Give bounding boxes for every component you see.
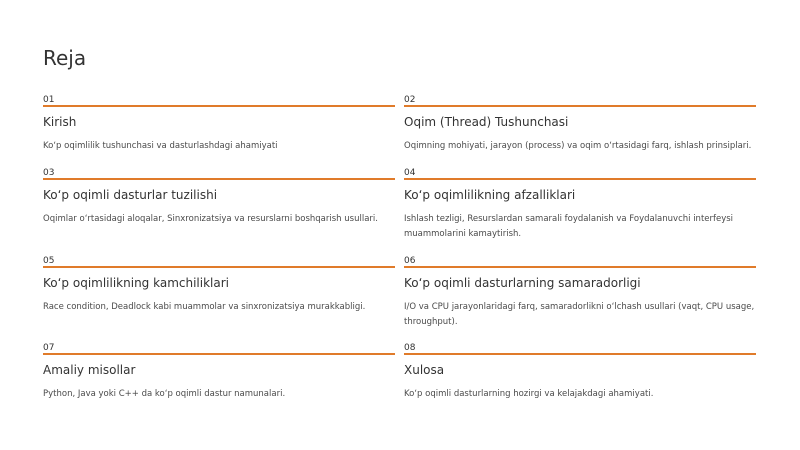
item-heading: Kirish bbox=[43, 115, 77, 129]
item-number: 06 bbox=[404, 256, 416, 266]
item-description: Ishlash tezligi, Resurslardan samarali foydalanish va Foydalanuvchi interfeysi muammolarini kamaytirish. bbox=[404, 214, 734, 239]
item-number: 05 bbox=[43, 256, 55, 266]
item-divider bbox=[404, 178, 756, 180]
item-description: Oqimlar o‘rtasidagi aloqalar, Sinxronizatsiya va resurslarni boshqarish usullari. bbox=[43, 214, 378, 224]
page-title: Reja bbox=[43, 46, 87, 70]
item-divider bbox=[43, 178, 395, 180]
agenda-item-08 bbox=[404, 343, 756, 402]
item-divider bbox=[43, 266, 395, 268]
item-heading: Ko‘p oqimlilikning afzalliklari bbox=[404, 188, 576, 202]
agenda-item-01 bbox=[43, 95, 395, 154]
item-description: Race condition, Deadlock kabi muammolar va sinxronizatsiya murakkabligi. bbox=[43, 302, 366, 312]
item-number: 01 bbox=[43, 95, 55, 105]
item-number: 02 bbox=[404, 95, 416, 105]
item-heading: Amaliy misollar bbox=[43, 363, 136, 377]
agenda-item-05 bbox=[43, 256, 395, 315]
item-heading: Xulosa bbox=[404, 363, 445, 377]
item-divider bbox=[43, 105, 395, 107]
agenda-item-07 bbox=[43, 343, 395, 402]
agenda-item-03 bbox=[43, 168, 395, 227]
item-divider bbox=[404, 266, 756, 268]
item-heading: Ko‘p oqimlilikning kamchiliklari bbox=[43, 276, 229, 290]
item-divider bbox=[43, 353, 395, 355]
item-heading: Oqim (Thread) Tushunchasi bbox=[404, 115, 569, 129]
item-description: Oqimning mohiyati, jarayon (process) va oqim o‘rtasidagi farq, ishlash prinsiplari. bbox=[404, 141, 752, 151]
agenda-item-06 bbox=[404, 256, 756, 330]
item-description: Ko‘p oqimli dasturlarning hozirgi va kelajakdagi ahamiyati. bbox=[404, 389, 654, 399]
agenda-item-02 bbox=[404, 95, 756, 154]
item-heading: Ko‘p oqimli dasturlar tuzilishi bbox=[43, 188, 218, 202]
item-heading: Ko‘p oqimli dasturlarning samaradorligi bbox=[404, 276, 641, 290]
agenda-item-04 bbox=[404, 168, 756, 242]
item-description: Python, Java yoki C++ da ko‘p oqimli dastur namunalari. bbox=[43, 389, 286, 399]
item-description: I/O va CPU jarayonlaridagi farq, samaradorlikni o‘lchash usullari (vaqt, CPU usage, throughput). bbox=[404, 302, 755, 327]
item-divider bbox=[404, 353, 756, 355]
item-number: 07 bbox=[43, 343, 55, 353]
item-description: Ko‘p oqimlilik tushunchasi va dasturlashdagi ahamiyati bbox=[43, 141, 278, 151]
item-number: 08 bbox=[404, 343, 416, 353]
item-divider bbox=[404, 105, 756, 107]
item-number: 03 bbox=[43, 168, 55, 178]
item-number: 04 bbox=[404, 168, 416, 178]
